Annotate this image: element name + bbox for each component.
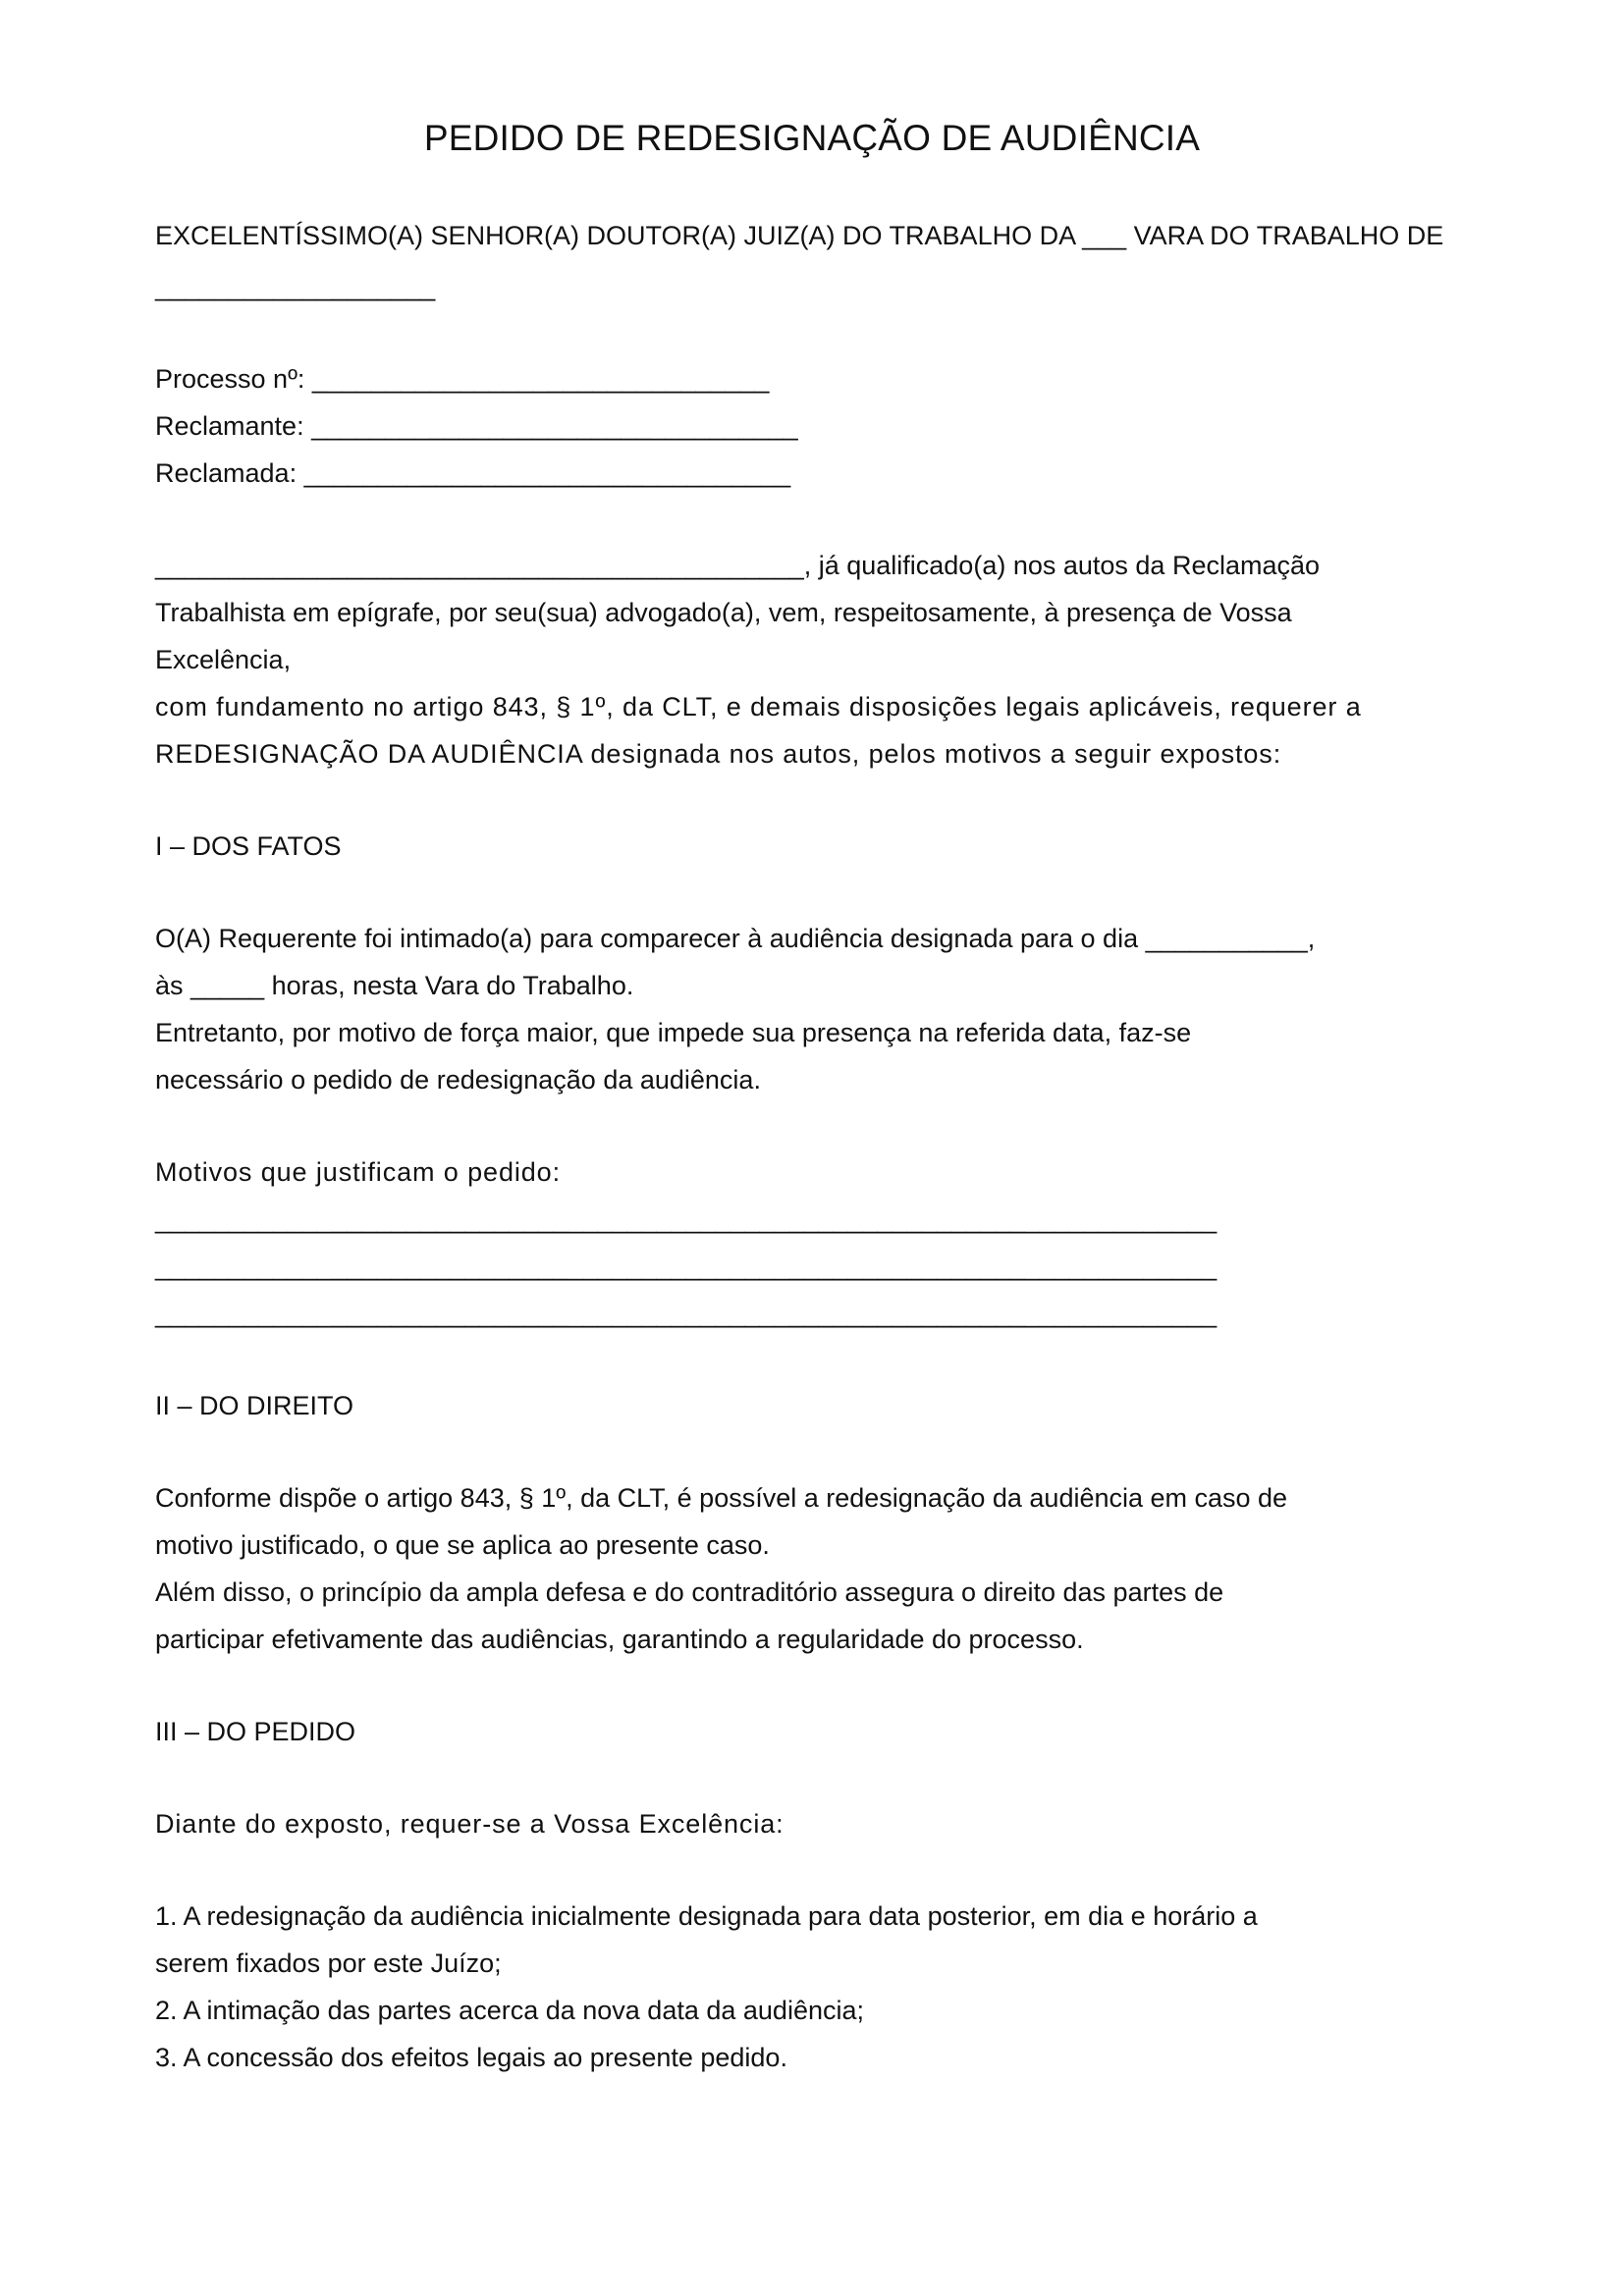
motives-label: Motivos que justificam o pedido: [155, 1157, 561, 1187]
facts-line: O(A) Requerente foi intimado(a) para comparecer à audiência designada para o dia ___________, [155, 924, 1316, 953]
section-heading-law: II – DO DIREITO [155, 1391, 354, 1420]
document-title: PEDIDO DE REDESIGNAÇÃO DE AUDIÊNCIA [423, 118, 1201, 158]
intro-line: Trabalhista em epígrafe, por seu(sua) advogado(a), vem, respeitosamente, à presença de Vossa [155, 598, 1292, 627]
facts-line: Entretanto, por motivo de força maior, que impede sua presença na referida data, faz-se [155, 1018, 1192, 1047]
request-item: 2. A intimação das partes acerca da nova data da audiência; [155, 1996, 864, 2025]
intro-line: com fundamento no artigo 843, § 1º, da CLT, e demais disposições legais aplicáveis, requerer a [155, 692, 1362, 721]
process-number-field: Processo nº: _______________________________ [155, 364, 770, 394]
intro-line: ____________________________________________, já qualificado(a) nos autos da Reclamação [155, 551, 1321, 580]
motives-blank-line: ________________________________________________________________________ [155, 1204, 1218, 1234]
request-item: 3. A concessão dos efeitos legais ao presente pedido. [155, 2043, 787, 2072]
facts-line: necessário o pedido de redesignação da audiência. [155, 1065, 761, 1095]
addressee-line: EXCELENTÍSSIMO(A) SENHOR(A) DOUTOR(A) JUIZ(A) DO TRABALHO DA ___ VARA DO TRABALHO DE [155, 221, 1444, 250]
request-item: 1. A redesignação da audiência inicialmente designada para data posterior, em dia e horário a [155, 1901, 1258, 1931]
intro-line: REDESIGNAÇÃO DA AUDIÊNCIA designada nos autos, pelos motivos a seguir expostos: [155, 739, 1282, 769]
respondent-field: Reclamada: _________________________________ [155, 458, 791, 488]
law-line: motivo justificado, o que se aplica ao presente caso. [155, 1530, 770, 1560]
request-item: serem fixados por este Juízo; [155, 1949, 502, 1978]
claimant-field: Reclamante: _________________________________ [155, 411, 798, 441]
motives-blank-line: ________________________________________________________________________ [155, 1252, 1218, 1281]
request-intro: Diante do exposto, requer-se a Vossa Excelência: [155, 1809, 785, 1839]
section-heading-facts: I – DOS FATOS [155, 831, 342, 861]
intro-line: Excelência, [155, 645, 292, 674]
law-line: participar efetivamente das audiências, garantindo a regularidade do processo. [155, 1625, 1084, 1654]
motives-blank-line: ________________________________________________________________________ [155, 1299, 1218, 1328]
law-line: Além disso, o princípio da ampla defesa e do contraditório assegura o direito das partes de [155, 1577, 1224, 1607]
facts-line: às _____ horas, nesta Vara do Trabalho. [155, 971, 634, 1000]
section-heading-request: III – DO PEDIDO [155, 1717, 356, 1746]
addressee-blank-line: ___________________ [155, 272, 436, 301]
law-line: Conforme dispõe o artigo 843, § 1º, da CLT, é possível a redesignação da audiência em caso de [155, 1483, 1288, 1513]
